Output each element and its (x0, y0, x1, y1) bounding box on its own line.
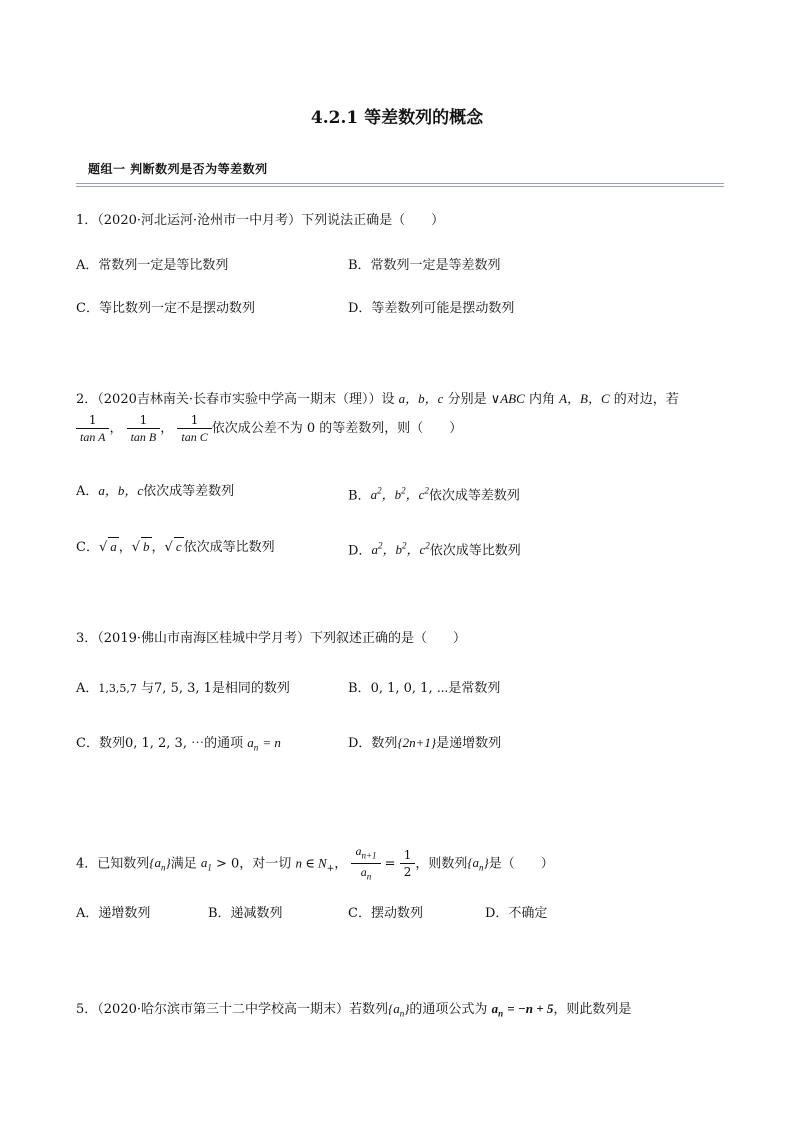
q1-option-d: D．等差数列可能是摆动数列 (348, 301, 515, 316)
q1-option-c: C．等比数列一定不是摆动数列 (76, 301, 255, 316)
q4-ratio-fraction: $\frac{a_{n+1}}{a_n}$ (351, 843, 380, 885)
q3-option-b: B．0, 1, 0, 1, ⋯是常数列 (348, 681, 501, 696)
q2-fraction-a: $\frac{1}{\text{tan A}}$ (76, 412, 109, 445)
q2-condition: $\frac{1}{\text{tan A}}$ ， $\frac{1}{\text{tan B}}$ ， $\frac{1}{\text{tan C}}$ 依次成公差不为 0 的等差数列，则（ ） (76, 412, 462, 445)
q2-option-b: B．$a^2$，$b^2$，$c^2$依次成等差数列 (348, 486, 520, 504)
q4-half-fraction: $\frac{1}{2}$ (400, 847, 416, 880)
q2-option-c: C．√ a ，√ b ，√ c 依次成等比数列 (76, 539, 275, 555)
q2-stem: 2．（2020吉林南关·长春市实验中学高一期末（理））设 a，b，c 分别是 ∨ABC 内角 A，B，C 的对边，若 (76, 391, 679, 407)
section-divider (76, 183, 724, 184)
q4-option-d: D．不确定 (485, 906, 548, 921)
section-heading: 题组一 判断数列是否为等差数列 (88, 162, 268, 176)
q3-option-a: A．1,3,5,7 与7, 5, 3, 1是相同的数列 (76, 681, 290, 696)
q5-stem: 5．（2020·哈尔滨市第三十二中学校高一期末）若数列$\{a_n\}$的通项公式为 $a_n = -n + 5$，则此数列是 (76, 1001, 632, 1019)
q2-fraction-b: $\frac{1}{\text{tan B}}$ (127, 412, 161, 445)
q1-stem: 1．（2020·河北运河·沧州市一中月考）下列说法正确是（ ） (76, 213, 445, 228)
q3-option-c: C．数列0, 1, 2, 3, ⋯的通项 $a_n = n$ (76, 735, 281, 753)
q4-option-b: B．递减数列 (208, 906, 283, 921)
page-title: 4.2.1 等差数列的概念 (310, 108, 484, 128)
q4-stem: 4．已知数列$\{a_n\}$满足 $a_1 > 0$，对一切 n ∈ $N_+$， $\frac{a_{n+1}}{a_n}$ = $\frac{1}{2}$ ，则数列$\{a_n\}$是（ ） (76, 843, 554, 885)
q1-option-a: A．常数列一定是等比数列 (76, 258, 229, 273)
q1-option-b: B．常数列一定是等差数列 (348, 258, 501, 273)
q3-option-d: D．数列{2n+1}是递增数列 (348, 735, 502, 751)
q2-option-a: A．a，b，c依次成等差数列 (76, 483, 235, 499)
q3-stem: 3．（2019·佛山市南海区桂城中学月考）下列叙述正确的是（ ） (76, 631, 466, 646)
q4-option-a: A．递增数列 (76, 906, 151, 921)
q4-option-c: C．摆动数列 (348, 906, 423, 921)
section-divider-2 (76, 186, 724, 187)
q2-option-d: D．$a^2$，$b^2$，$c^2$依次成等比数列 (348, 541, 521, 559)
q2-fraction-c: $\frac{1}{\text{tan C}}$ (177, 412, 211, 445)
